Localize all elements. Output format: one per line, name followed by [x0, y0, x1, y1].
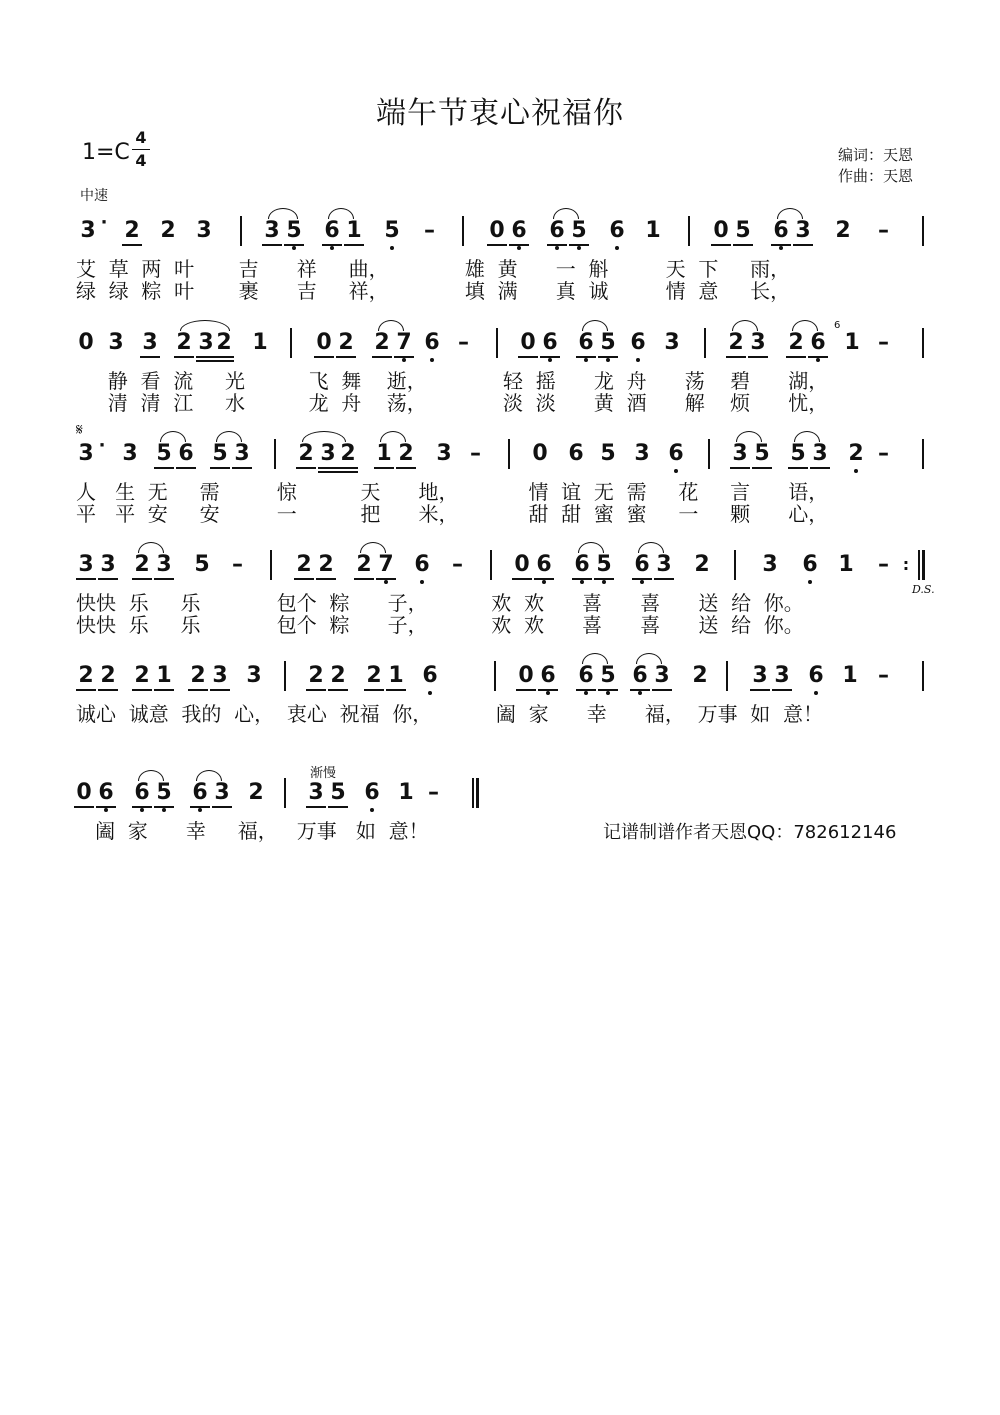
sustain-dash: –	[878, 330, 889, 355]
note: 6	[630, 663, 650, 689]
note: 5	[594, 552, 614, 578]
underline	[793, 244, 813, 246]
slur	[196, 770, 222, 781]
underline	[509, 244, 529, 246]
note: 2	[330, 663, 346, 688]
slur	[328, 208, 354, 219]
underline	[576, 689, 596, 691]
ritardando-marking: 渐慢	[310, 766, 337, 781]
key-signature: 1=C	[82, 140, 130, 165]
repeat-bar-line	[922, 550, 925, 580]
underline	[569, 244, 589, 246]
underline	[318, 467, 338, 469]
slur	[138, 542, 164, 553]
bar-line	[490, 550, 492, 580]
grace-note: 6	[834, 320, 841, 331]
note: 3	[156, 552, 172, 577]
note: 7	[394, 330, 414, 356]
note: 6	[420, 663, 440, 689]
note: 6	[412, 552, 432, 578]
underline	[154, 806, 174, 808]
note: 1	[388, 663, 404, 688]
underline	[314, 356, 334, 358]
note: 2	[298, 441, 314, 466]
underline	[654, 578, 674, 580]
note: 3	[100, 552, 116, 577]
note: 3	[750, 330, 766, 355]
note: 3	[196, 218, 212, 243]
note: 2	[78, 663, 94, 688]
underline	[316, 578, 336, 580]
bar-line	[290, 328, 292, 358]
sustain-dash: –	[878, 663, 889, 688]
underline	[752, 467, 772, 469]
underline	[711, 244, 731, 246]
underline	[318, 471, 338, 473]
underline	[76, 578, 96, 580]
underline	[232, 467, 252, 469]
note: 0	[532, 441, 548, 466]
note: 5	[600, 441, 616, 466]
note: 6	[422, 330, 442, 356]
dal-segno-marking: D.S.	[912, 583, 935, 596]
note: 0	[78, 330, 94, 355]
note: 2	[846, 441, 866, 467]
note: 2	[308, 663, 324, 688]
note: 6	[190, 780, 210, 806]
note: 7	[376, 552, 396, 578]
underline	[96, 806, 116, 808]
note: 3	[656, 552, 672, 577]
note: 2	[835, 218, 851, 243]
underline	[336, 356, 356, 358]
bar-line	[472, 778, 474, 808]
underline	[210, 467, 230, 469]
note: 2	[124, 218, 140, 243]
slur	[378, 320, 404, 331]
underline	[726, 356, 746, 358]
note: 5	[212, 441, 228, 466]
underline	[196, 356, 216, 358]
note: 5	[156, 441, 172, 466]
underline	[748, 356, 768, 358]
bar-line	[704, 328, 706, 358]
sustain-dash: –	[232, 552, 243, 577]
note: 0	[316, 330, 332, 355]
underline	[154, 467, 174, 469]
note: 1	[844, 330, 860, 355]
sustain-dash: –	[458, 330, 469, 355]
note: 0	[520, 330, 536, 355]
bar-line	[270, 550, 272, 580]
underline	[786, 356, 806, 358]
underline	[598, 689, 618, 691]
underline	[154, 689, 174, 691]
note: 2	[296, 552, 312, 577]
bar-line	[496, 328, 498, 358]
underline	[516, 689, 536, 691]
note: 2	[216, 330, 232, 355]
note: 2	[366, 663, 382, 688]
note: 6	[322, 218, 342, 244]
note: 0	[713, 218, 729, 243]
note: 6	[568, 441, 584, 466]
underline	[394, 356, 414, 358]
note: 6	[576, 663, 596, 689]
note: 6	[632, 552, 652, 578]
underline	[538, 689, 558, 691]
note: 3	[78, 552, 94, 577]
bar-line	[284, 661, 286, 691]
note: 2	[176, 330, 192, 355]
note: 2	[356, 552, 372, 577]
note: 6	[800, 552, 820, 578]
slur	[732, 320, 758, 331]
underline	[572, 578, 592, 580]
note: 2	[788, 330, 804, 355]
underline	[306, 689, 326, 691]
underline	[74, 806, 94, 808]
underline	[296, 467, 316, 469]
underline	[632, 578, 652, 580]
note: 1	[376, 441, 392, 466]
underline	[808, 356, 828, 358]
lyric-line: 绿 绿 粽 叶 裹 吉 祥， 填 满 真 诚 情 意 长，	[76, 279, 791, 303]
note: 5	[790, 441, 806, 466]
note: 0	[76, 780, 92, 805]
underline	[594, 578, 614, 580]
final-bar-line	[476, 778, 479, 808]
bar-line	[240, 216, 242, 246]
slur	[160, 431, 186, 442]
sustain-dash: –	[424, 218, 435, 243]
note: 1	[842, 663, 858, 688]
underline	[328, 689, 348, 691]
note: 5	[754, 441, 770, 466]
note: 6	[509, 218, 529, 244]
note: 6	[362, 780, 382, 806]
lyric-line: 人 生 无 需 惊 天 地， 情 谊 无 需 花 言 语，	[76, 480, 829, 504]
slur	[216, 431, 242, 442]
note: 3	[308, 780, 324, 805]
underline	[338, 467, 358, 469]
sustain-dash: –	[878, 552, 889, 577]
note: 2	[340, 441, 356, 466]
note: 3	[264, 218, 280, 243]
sustain-dash: –	[428, 780, 439, 805]
slur	[578, 542, 604, 553]
note: 2	[692, 663, 708, 688]
underline	[322, 244, 342, 246]
slur	[582, 320, 608, 331]
bar-line	[688, 216, 690, 246]
bar-line	[274, 439, 276, 469]
underline	[576, 356, 596, 358]
note: 2	[694, 552, 710, 577]
note: 1	[398, 780, 414, 805]
underline	[328, 806, 348, 808]
copyright-note: 记谱制谱作者天恩QQ：782612146	[603, 822, 897, 843]
note: 3	[795, 218, 811, 243]
slur	[180, 320, 230, 331]
time-signature-bottom: 4	[135, 151, 147, 170]
bar-line	[922, 328, 924, 358]
note: 1	[838, 552, 854, 577]
dotted-rhythm-dot: ·	[100, 212, 108, 233]
slur	[794, 431, 820, 442]
time-signature	[132, 128, 150, 171]
note: 0	[489, 218, 505, 243]
bar-line	[726, 661, 728, 691]
slur	[736, 431, 762, 442]
underline	[788, 467, 808, 469]
note: 2	[100, 663, 116, 688]
sustain-dash: –	[878, 441, 889, 466]
underline	[772, 689, 792, 691]
note: 2	[338, 330, 354, 355]
underline	[376, 578, 396, 580]
slur	[777, 208, 803, 219]
underline	[122, 244, 142, 246]
sustain-dash: –	[452, 552, 463, 577]
note: 5	[194, 552, 210, 577]
underline	[132, 578, 152, 580]
bar-line	[922, 661, 924, 691]
slur	[138, 770, 164, 781]
time-signature-top: 4	[135, 128, 147, 147]
note: 3	[320, 441, 336, 466]
note: 3	[654, 663, 670, 688]
slur	[636, 653, 662, 664]
note: 2	[248, 780, 264, 805]
underline	[132, 689, 152, 691]
underline	[487, 244, 507, 246]
note: 2	[318, 552, 334, 577]
note: 1	[346, 218, 362, 243]
underline	[214, 356, 234, 358]
slur	[582, 653, 608, 664]
slur	[553, 208, 579, 219]
bar-line	[494, 661, 496, 691]
underline	[140, 356, 160, 358]
note: 3	[142, 330, 158, 355]
note: 3	[234, 441, 250, 466]
bar-line	[508, 439, 510, 469]
song-title: 端午节衷心祝福你	[376, 96, 624, 131]
bar-line	[922, 216, 924, 246]
lyric-line: 快快 乐 乐 包个 粽 子， 欢 欢 喜 喜 送 给 你。	[76, 591, 804, 615]
underline	[630, 689, 650, 691]
note: 6	[771, 218, 791, 244]
note: 2	[160, 218, 176, 243]
underline	[98, 689, 118, 691]
bar-line	[922, 439, 924, 469]
note: 5	[598, 330, 618, 356]
note: 3	[812, 441, 828, 466]
underline	[374, 467, 394, 469]
underline	[534, 578, 554, 580]
segno-sign: 𝄋	[76, 420, 83, 439]
underline	[190, 806, 210, 808]
repeat-dots: :	[902, 555, 910, 574]
note: 5	[284, 218, 304, 244]
underline	[154, 578, 174, 580]
note: 6	[547, 218, 567, 244]
slur	[360, 542, 386, 553]
note: 2	[374, 330, 390, 355]
note: 3	[122, 441, 138, 466]
composer-credit: 作曲：天恩	[838, 167, 914, 185]
underline	[76, 689, 96, 691]
note: 5	[382, 218, 402, 244]
note: 6	[806, 663, 826, 689]
slur	[268, 208, 298, 219]
slur	[638, 542, 664, 553]
note: 5	[330, 780, 346, 805]
underline	[176, 467, 196, 469]
bar-line	[708, 439, 710, 469]
note: 5	[735, 218, 751, 243]
note: 3	[80, 218, 96, 243]
underline	[547, 244, 567, 246]
note: 6	[178, 441, 194, 466]
note: 3	[214, 780, 230, 805]
note: 3	[436, 441, 452, 466]
note: 3	[774, 663, 790, 688]
underline	[174, 356, 194, 358]
underline	[733, 244, 753, 246]
note: 5	[598, 663, 618, 689]
underline	[652, 689, 672, 691]
note: 6	[132, 780, 152, 806]
slur	[792, 320, 818, 331]
underline	[518, 356, 538, 358]
underline	[372, 356, 392, 358]
underline	[306, 806, 326, 808]
note: 6	[607, 218, 627, 244]
dotted-rhythm-dot: ·	[98, 435, 106, 456]
underline	[730, 467, 750, 469]
note: 1	[252, 330, 268, 355]
note: 3	[762, 552, 778, 577]
underline	[344, 244, 364, 246]
underline	[196, 360, 216, 362]
underline	[212, 806, 232, 808]
note: 2	[134, 663, 150, 688]
underline	[188, 689, 208, 691]
lyric-line: 艾 草 两 叶 吉 祥 曲， 雄 黄 一 斛 天 下 雨，	[76, 257, 791, 281]
underline	[364, 689, 384, 691]
bar-line	[462, 216, 464, 246]
underline	[598, 356, 618, 358]
underline	[810, 467, 830, 469]
note: 6	[96, 780, 116, 806]
note: 1	[645, 218, 661, 243]
note: 2	[728, 330, 744, 355]
note: 3	[198, 330, 214, 355]
note: 3	[78, 441, 94, 466]
underline	[262, 244, 282, 246]
note: 6	[572, 552, 592, 578]
note: 3	[246, 663, 262, 688]
underline	[210, 689, 230, 691]
bar-line	[918, 550, 920, 580]
tempo-marking: 中速	[80, 188, 108, 204]
note: 3	[664, 330, 680, 355]
underline	[98, 578, 118, 580]
note: 3	[752, 663, 768, 688]
note: 6	[576, 330, 596, 356]
underline	[386, 689, 406, 691]
note: 3	[732, 441, 748, 466]
note: 6	[534, 552, 554, 578]
note: 1	[156, 663, 172, 688]
note: 2	[134, 552, 150, 577]
note: 6	[628, 330, 648, 356]
note: 0	[514, 552, 530, 577]
slur	[302, 431, 346, 442]
note: 2	[190, 663, 206, 688]
underline	[540, 356, 560, 358]
slur	[380, 431, 406, 442]
underline	[294, 578, 314, 580]
lyric-line: 诚心 诚意 我的 心， 衷心 祝福 你， 阖 家 幸 福， 万事 如 意！	[76, 702, 824, 726]
sustain-dash: –	[878, 218, 889, 243]
underline	[396, 467, 416, 469]
sustain-dash: –	[470, 441, 481, 466]
lyric-line: 平 平 安 安 一 把 米， 甜 甜 蜜 蜜 一 颗 心，	[76, 502, 829, 526]
lyric-line: 阖 家 幸 福， 万事 如 意！	[76, 819, 429, 843]
lyric-line: 快快 乐 乐 包个 粽 子， 欢 欢 喜 喜 送 给 你。	[76, 613, 804, 637]
underline	[771, 244, 791, 246]
underline	[132, 806, 152, 808]
note: 6	[666, 441, 686, 467]
note: 3	[634, 441, 650, 466]
note: 3	[108, 330, 124, 355]
underline	[750, 689, 770, 691]
underline	[214, 360, 234, 362]
note: 2	[398, 441, 414, 466]
bar-line	[734, 550, 736, 580]
note: 3	[212, 663, 228, 688]
note: 0	[518, 663, 534, 688]
underline	[354, 578, 374, 580]
bar-line	[284, 778, 286, 808]
note: 6	[808, 330, 828, 356]
lyricist-credit: 编词：天恩	[838, 146, 914, 164]
note: 6	[538, 663, 558, 689]
lyric-line: 清 清 江 水 龙 舟 荡， 淡 淡 黄 酒 解 烦 忧，	[76, 391, 829, 415]
note: 5	[569, 218, 589, 244]
lyric-line: 静 看 流 光 飞 舞 逝， 轻 摇 龙 舟 荡 碧 湖，	[76, 369, 829, 393]
underline	[284, 244, 304, 246]
underline	[338, 471, 358, 473]
note: 5	[154, 780, 174, 806]
underline	[512, 578, 532, 580]
note: 6	[540, 330, 560, 356]
